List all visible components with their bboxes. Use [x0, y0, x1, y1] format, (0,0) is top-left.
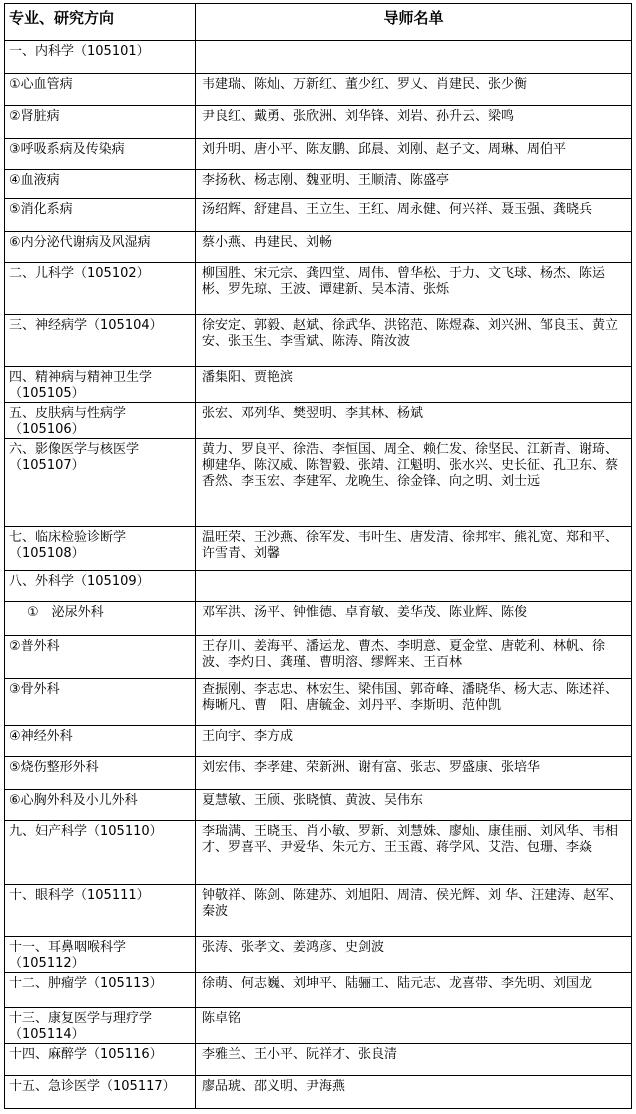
advisors-cell: 温旺荣、王沙燕、徐军发、韦叶生、唐发清、徐邦牢、熊礼宽、郑和平、许雪青、刘馨	[196, 527, 632, 571]
advisors-cell: 廖品琥、邵义明、尹海燕	[196, 1076, 632, 1109]
advisors-cell	[196, 41, 632, 74]
major-cell: 十一、耳鼻咽喉科学（105112）	[5, 937, 196, 973]
major-cell: 三、神经病学（105104）	[5, 315, 196, 367]
table-row	[5, 821, 632, 885]
advisors-cell: 李瑞满、王晓玉、肖小敏、罗新、刘慧姝、廖灿、康佳丽、刘风华、韦相才、罗喜平、尹爱华、朱元方、王玉霞、蒋学风、艾浩、包珊、李焱	[196, 821, 632, 885]
table-row	[5, 571, 632, 602]
advisors-cell: 夏慧敏、王颀、张晓慎、黄波、吴伟东	[196, 790, 632, 821]
major-cell: ③骨外科	[5, 679, 196, 726]
table-body	[5, 41, 632, 1109]
table-row	[5, 106, 632, 139]
table-row	[5, 74, 632, 106]
table-row	[5, 439, 632, 527]
major-cell: 十五、急诊医学（105117）	[5, 1076, 196, 1109]
advisors-cell: 张涛、张孝文、姜鸿彦、史剑波	[196, 937, 632, 973]
major-cell: ②肾脏病	[5, 106, 196, 139]
table-row	[5, 527, 632, 571]
advisors-cell: 柳国胜、宋元宗、龚四堂、周伟、曾华松、于力、文飞球、杨杰、陈运彬、罗先琼、王波、谭建新、吴本清、张烁	[196, 263, 632, 315]
advisors-cell: 刘宏伟、李孝建、荣新洲、谢有富、张志、罗盛康、张培华	[196, 757, 632, 790]
major-cell: ④神经外科	[5, 726, 196, 757]
advisors-cell: 徐萌、何志巍、刘坤平、陆骊工、陆元志、龙喜带、李先明、刘国龙	[196, 973, 632, 1008]
header-row	[5, 4, 632, 41]
major-cell: ②普外科	[5, 636, 196, 679]
table-row	[5, 1076, 632, 1109]
table-row	[5, 139, 632, 170]
advisors-cell: 邓军洪、汤平、钟惟德、卓育敏、姜华茂、陈业辉、陈俊	[196, 602, 632, 636]
table-row	[5, 602, 632, 636]
major-cell: ④血液病	[5, 170, 196, 199]
table-row	[5, 726, 632, 757]
table-row	[5, 232, 632, 263]
major-cell: ③呼吸系病及传染病	[5, 139, 196, 170]
advisors-cell: 韦建瑞、陈灿、万新红、董少红、罗乂、肖建民、张少衡	[196, 74, 632, 106]
major-cell: 五、皮肤病与性病学（105106）	[5, 403, 196, 439]
table-row	[5, 679, 632, 726]
advisors-cell: 张宏、邓列华、樊翌明、李其林、杨斌	[196, 403, 632, 439]
advisors-cell: 汤绍辉、舒建昌、王立生、王红、周永健、何兴祥、聂玉强、龚晓兵	[196, 199, 632, 232]
major-cell: 四、精神病与精神卫生学（105105）	[5, 367, 196, 403]
major-cell: ⑤消化系病	[5, 199, 196, 232]
major-cell: 一、内科学（105101）	[5, 41, 196, 74]
major-cell: 十四、麻醉学（105116）	[5, 1044, 196, 1076]
major-cell: ①心血管病	[5, 74, 196, 106]
major-cell: ⑥心胸外科及小儿外科	[5, 790, 196, 821]
advisors-cell: 刘升明、唐小平、陈友鹏、邱晨、刘刚、赵子文、周琳、周伯平	[196, 139, 632, 170]
table-row	[5, 636, 632, 679]
advisors-cell: 李雅兰、王小平、阮祥才、张良清	[196, 1044, 632, 1076]
major-cell: 十三、康复医学与理疗学（105114）	[5, 1008, 196, 1044]
table-row	[5, 41, 632, 74]
major-cell: ⑤烧伤整形外科	[5, 757, 196, 790]
table-row	[5, 315, 632, 367]
major-cell: 八、外科学（105109）	[5, 571, 196, 602]
table-row	[5, 757, 632, 790]
table-row	[5, 367, 632, 403]
major-cell: ⑥内分泌代谢病及风湿病	[5, 232, 196, 263]
major-cell: 十二、肿瘤学（105113）	[5, 973, 196, 1008]
advisors-cell: 陈卓铭	[196, 1008, 632, 1044]
major-cell: 十、眼科学（105111）	[5, 885, 196, 937]
table-row	[5, 790, 632, 821]
advisors-cell: 查振刚、李志忠、林宏生、梁伟国、郭奇峰、潘晓华、杨大志、陈述祥、梅晰凡、曹 阳、唐毓金、刘丹平、李斯明、范仲凯	[196, 679, 632, 726]
advisors-cell: 钟敬祥、陈剑、陈建苏、刘旭阳、周清、侯光辉、刘 华、汪建涛、赵军、秦波	[196, 885, 632, 937]
table-row	[5, 1044, 632, 1076]
advisors-cell: 黄力、罗良平、徐浩、李恒国、周全、赖仁发、徐坚民、江新青、谢琦、柳建华、陈汉威、陈智毅、张靖、江魁明、张水兴、史长征、孔卫东、蔡香然、李玉宏、李建军、龙晚生、徐金锋、向之明、刘士远	[196, 439, 632, 527]
advisors-cell: 潘集阳、贾艳滨	[196, 367, 632, 403]
advisors-cell: 徐安定、郭毅、赵斌、徐武华、洪铭范、陈煜森、刘兴洲、邹良玉、黄立安、张玉生、李雪斌、陈涛、隋汝波	[196, 315, 632, 367]
table-row	[5, 1008, 632, 1044]
major-cell: ① 泌尿外科	[5, 602, 196, 636]
advisors-cell: 王存川、姜海平、潘运龙、曹杰、李明意、夏金堂、唐乾利、林帆、徐波、李灼日、龚瑾、曹明溶、缪辉来、王百林	[196, 636, 632, 679]
advisors-cell: 李扬秋、杨志刚、魏亚明、王顺清、陈盛亭	[196, 170, 632, 199]
table-row	[5, 170, 632, 199]
major-cell: 六、影像医学与核医学（105107）	[5, 439, 196, 527]
table-row	[5, 403, 632, 439]
advisors-cell: 尹良红、戴勇、张欣洲、刘华锋、刘岩、孙升云、梁鸣	[196, 106, 632, 139]
advisor-table	[4, 3, 632, 1109]
major-cell: 七、临床检验诊断学（105108）	[5, 527, 196, 571]
table-row	[5, 885, 632, 937]
major-cell: 二、儿科学（105102）	[5, 263, 196, 315]
header-advisors: 导师名单	[196, 4, 632, 41]
table-row	[5, 263, 632, 315]
table-row	[5, 199, 632, 232]
major-cell: 九、妇产科学（105110）	[5, 821, 196, 885]
table-row	[5, 973, 632, 1008]
table-row	[5, 937, 632, 973]
advisors-cell: 蔡小燕、冉建民、刘畅	[196, 232, 632, 263]
header-major: 专业、研究方向	[5, 4, 196, 41]
advisors-cell	[196, 571, 632, 602]
advisors-cell: 王向宇、李方成	[196, 726, 632, 757]
